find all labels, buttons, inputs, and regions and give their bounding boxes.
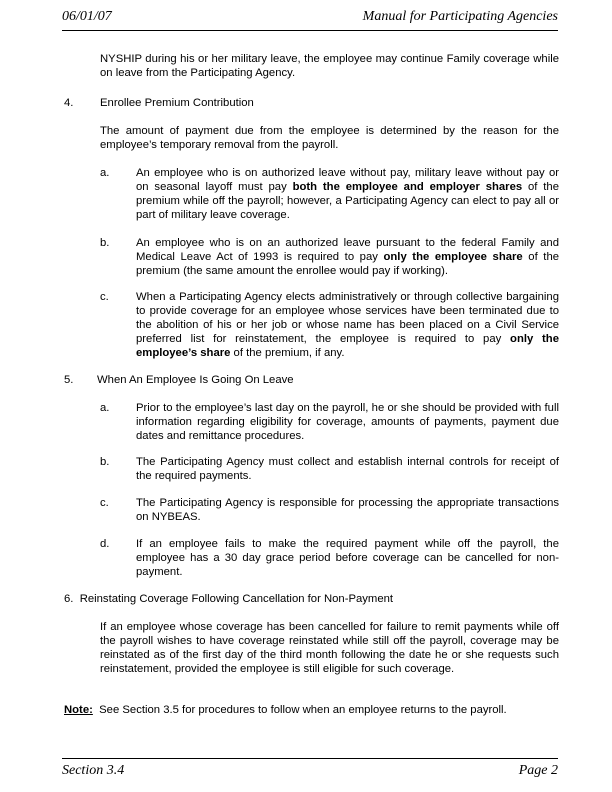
s4-item-a-bold: both the employee and employer shares [292, 181, 523, 193]
s4-item-b-letter: b. [100, 237, 110, 249]
section-4-title: Enrollee Premium Contribution [100, 97, 254, 109]
s4-item-b-text: An employee who is on an authorized leave pursuant to the federal Family and Medical Leave Act of 1993 is required to pay only the employee share of the premium (the same amount the enrollee would pay if working). [136, 237, 560, 277]
footer-page-number: Page 2 [518, 763, 558, 778]
s4-item-c-bold: only the employee’s share [136, 333, 559, 359]
s5-item-a-letter: a. [100, 402, 110, 414]
note-text: See Section 3.5 for procedures to follow when an employee returns to the payroll. [92, 704, 507, 716]
s5-item-c-letter: c. [100, 497, 109, 509]
section-5-number: 5. [64, 374, 74, 386]
footer-section: Section 3.4 [62, 763, 125, 778]
s5-item-b-text: The Participating Agency must collect and establish internal controls for receipt of the required payments. [136, 456, 559, 482]
section-4-paragraph: The amount of payment due from the employee is determined by the reason for the employee’s temporary removal from the payroll. [100, 125, 559, 151]
section-6-title: 6. Reinstating Coverage Following Cancellation for Non-Payment [64, 593, 394, 605]
s4-item-a-letter: a. [100, 167, 110, 179]
s4-item-b-bold: only the employee share [383, 251, 523, 263]
intro-paragraph: NYSHIP during his or her military leave, the employee may continue Family coverage while on leave from the Participating Agency. [100, 53, 559, 79]
s5-item-d-letter: d. [100, 538, 110, 550]
footer-rule [62, 758, 558, 759]
s4-item-a-text: An employee who is on authorized leave without pay, military leave without pay or on seasonal layoff must pay both the employee and employer shares of the premium while off the payroll; however, a Participating Agency can elect to pay all or part of military leave coverage. [136, 167, 559, 221]
section-5-title: When An Employee Is Going On Leave [97, 374, 294, 386]
s5-item-a-text: Prior to the employee’s last day on the payroll, he or she should be provided with full information regarding eligibility for coverage, amounts of payments, payment due dates and remittance procedures. [136, 402, 559, 442]
s4-item-c-text: When a Participating Agency elects administratively or through collective bargaining to provide coverage for an employee whose services have been terminated due to the abolition of his or her job or whose name has been placed on a Civil Service preferred list for reinstatement, the employee is required to pay only the employee’s share of the premium, if any. [136, 291, 559, 359]
note-line [64, 703, 559, 717]
section-4-number: 4. [64, 97, 74, 109]
note-label: Note: [64, 704, 93, 716]
header-rule [62, 30, 558, 31]
s5-item-d-text: If an employee fails to make the required payment while off the payroll, the employee has a 30 day grace period before coverage can be cancelled for non-payment. [136, 538, 559, 578]
section-6-paragraph: If an employee whose coverage has been cancelled for failure to remit payments while off the payroll wishes to have coverage reinstated while still off the payroll, coverage may be reinstated as of the first day of the third month following the date he or she requests such reinstatement, provided the employee is still eligible for such coverage. [100, 621, 559, 675]
header-date: 06/01/07 [62, 9, 112, 24]
s4-item-c-letter: c. [100, 291, 109, 303]
header-title: Manual for Participating Agencies [362, 9, 558, 24]
s5-item-c-text: The Participating Agency is responsible for processing the appropriate transactions on NYBEAS. [136, 497, 559, 523]
s5-item-b-letter: b. [100, 456, 110, 468]
